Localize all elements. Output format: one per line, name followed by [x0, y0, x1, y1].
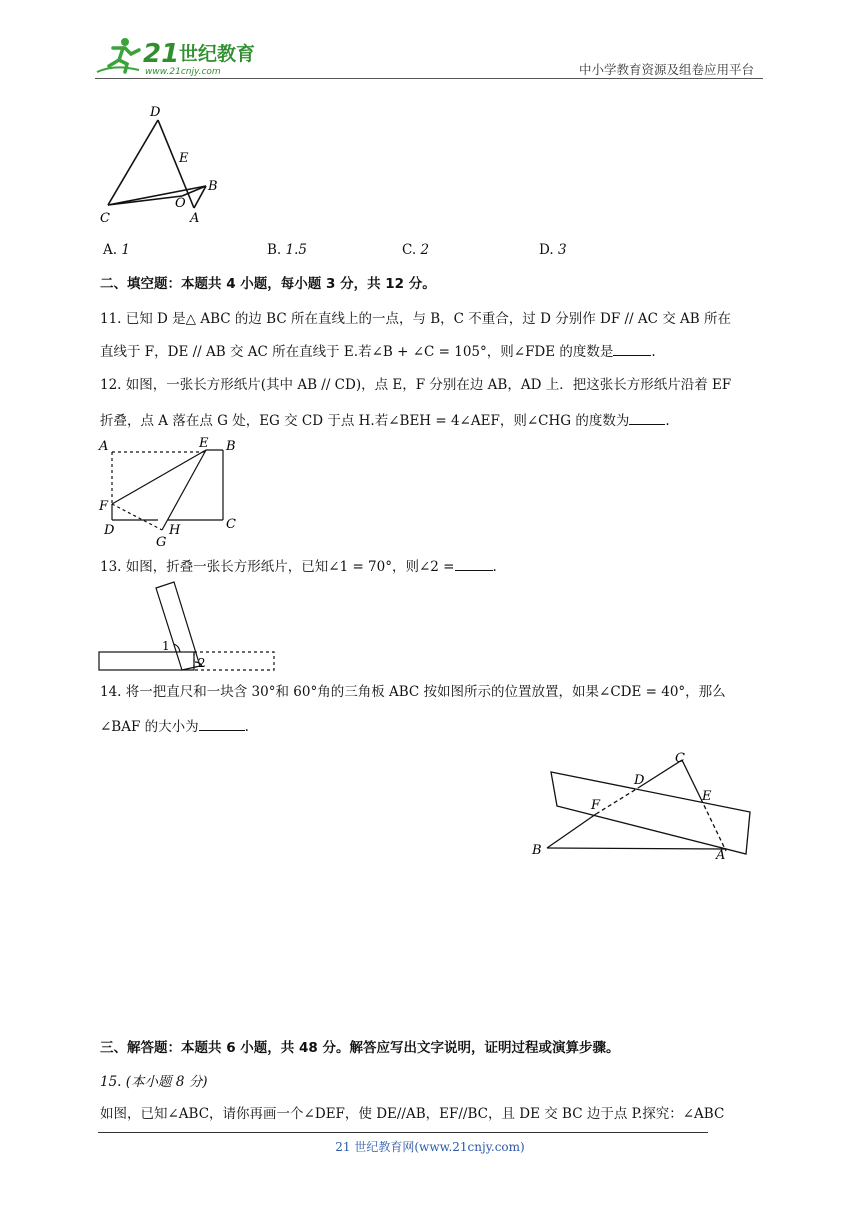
- fig12-label-a: A: [99, 439, 109, 454]
- fig12-label-b: B: [226, 439, 236, 454]
- fig12-label-g: G: [156, 535, 167, 550]
- footer-site-link[interactable]: 21 世纪教育网(www.21cnjy.com): [335, 1140, 525, 1154]
- fig12-label-e: E: [199, 436, 209, 451]
- q13-answer-blank[interactable]: [455, 556, 493, 571]
- fig12-label-c: C: [226, 517, 236, 532]
- fig14-label-b: B: [532, 843, 542, 858]
- q11-answer-blank[interactable]: [613, 341, 651, 356]
- fig10-label-o: O: [175, 196, 186, 211]
- q15-title: 15. (本小题 8 分): [100, 1074, 208, 1090]
- figure-q14: [528, 746, 768, 870]
- q14-line2: ∠BAF 的大小为 .: [100, 716, 249, 737]
- q12-answer-blank[interactable]: [629, 410, 665, 425]
- runner-icon: [97, 38, 139, 72]
- fig14-label-c: C: [675, 751, 685, 766]
- logo-url: www.21cnjy.com: [145, 67, 221, 77]
- option-b: B. 1.5: [267, 242, 307, 258]
- option-a: A. 1: [103, 242, 130, 258]
- site-logo: [95, 34, 260, 78]
- fig10-label-c: C: [100, 211, 110, 226]
- fig10-label-d: D: [150, 105, 161, 120]
- fig10-label-b: B: [208, 179, 218, 194]
- option-c: C. 2: [402, 242, 430, 258]
- fig13-label-1: 1: [162, 639, 170, 653]
- figure-q12: [96, 434, 246, 556]
- fig12-label-h: H: [169, 523, 181, 538]
- fig13-label-2: 2: [198, 656, 206, 670]
- fig12-label-f: F: [99, 499, 109, 514]
- q11-line2: 直线于 F，DE // AB 交 AC 所在直线于 E.若∠B + ∠C = 105°，则∠FDE 的度数是 .: [100, 341, 656, 362]
- figure-q10: [98, 102, 228, 231]
- q13-line1: 13. 如图，折叠一张长方形纸片，已知∠1 = 70°，则∠2 = .: [100, 556, 497, 577]
- fig14-label-a: A: [716, 848, 726, 863]
- q14-answer-blank[interactable]: [199, 716, 245, 731]
- fig10-label-a: A: [190, 211, 200, 226]
- q11-line1: 11. 已知 D 是△ ABC 的边 BC 所在直线上的一点，与 B，C 不重合，过 D 分别作 DF // AC 交 AB 所在: [100, 311, 731, 327]
- fig10-label-e: E: [179, 151, 189, 166]
- fig12-label-d: D: [104, 523, 115, 538]
- section2-heading: 二、填空题：本题共 4 小题，每小题 3 分，共 12 分。: [100, 276, 436, 292]
- footer-divider: [98, 1132, 708, 1133]
- q12-line1: 12. 如图，一张长方形纸片(其中 AB // CD)，点 E，F 分别在边 AB，AD 上．把这张长方形纸片沿着 EF: [100, 377, 732, 393]
- option-d: D. 3: [539, 242, 567, 258]
- header-divider: [95, 78, 763, 79]
- header-platform-text: 中小学教育资源及组卷应用平台: [578, 62, 754, 77]
- fig14-label-f: F: [591, 798, 601, 813]
- q15-line1: 如图，已知∠ABC，请你再画一个∠DEF，使 DE//AB，EF//BC，且 DE 交 BC 边于点 P.探究：∠ABC: [100, 1106, 725, 1122]
- section3-heading: 三、解答题：本题共 6 小题，共 48 分。解答应写出文字说明，证明过程或演算步骤。: [100, 1040, 620, 1056]
- figure-q13: [98, 580, 278, 679]
- logo-number: 21: [143, 39, 180, 69]
- fig14-label-d: D: [634, 773, 645, 788]
- logo-cn: 世纪教育: [179, 43, 256, 65]
- fig14-label-e: E: [702, 789, 712, 804]
- q14-line1: 14. 将一把直尺和一块含 30°和 60°角的三角板 ABC 按如图所示的位置放置，如果∠CDE = 40°，那么: [100, 684, 726, 700]
- q12-line2: 折叠，点 A 落在点 G 处，EG 交 CD 于点 H.若∠BEH = 4∠AEF，则∠CHG 的度数为 .: [100, 410, 670, 431]
